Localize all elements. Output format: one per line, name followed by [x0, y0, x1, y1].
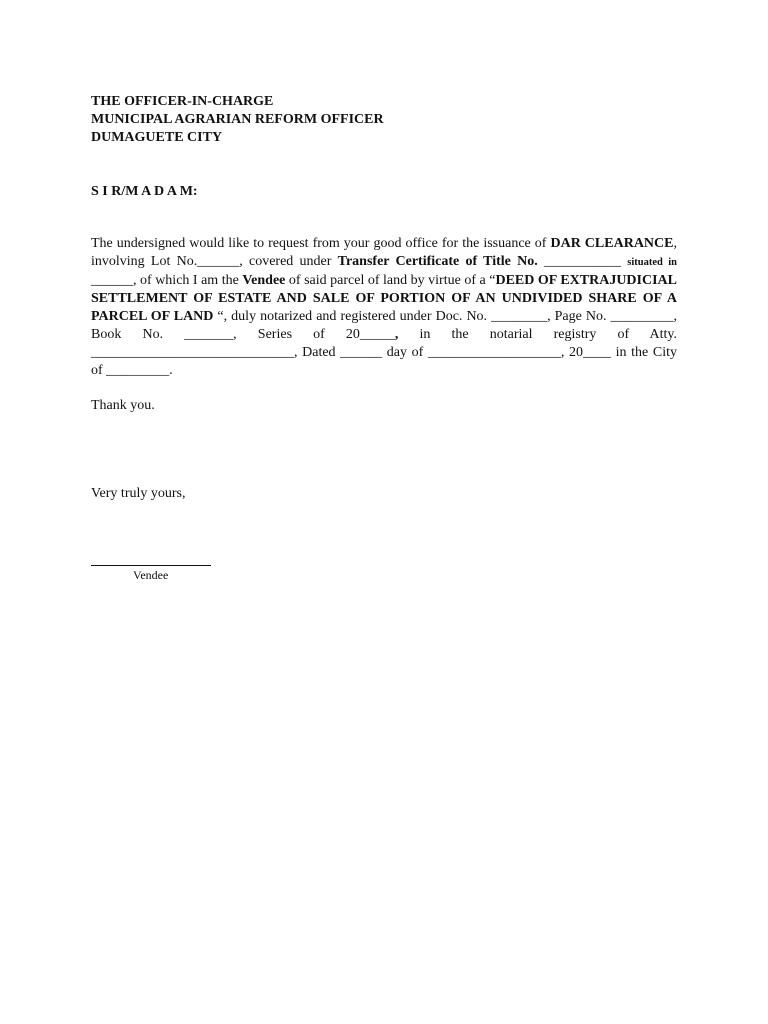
body-text-2: , involving Lot No.______, covered under — [91, 236, 677, 269]
addressee-line-2: MUNICIPAL AGRARIAN REFORM OFFICER — [91, 112, 384, 127]
body-paragraph — [91, 235, 677, 380]
vendee-text: Vendee — [242, 273, 286, 288]
signature-line — [91, 565, 211, 566]
thank-you-text: Thank you. — [91, 398, 155, 413]
addressee-block — [91, 93, 384, 147]
body-text-4: ______, of which I am the — [91, 273, 243, 288]
body-text-7: in the notarial registry of Atty. _____________________________, Dated ______ day of ___________________, 20____ in the City of _________. — [91, 327, 678, 378]
dar-clearance-text: DAR CLEARANCE — [550, 236, 674, 251]
closing-text: Very truly yours, — [91, 486, 186, 501]
deed-title-text: DEED OF EXTRAJUDICIAL SETTLEMENT OF ESTATE AND SALE OF PORTION OF AN UNDIVIDED SHARE OF A PARCEL OF LAND — [91, 273, 677, 324]
body-text-3: ___________ — [537, 254, 628, 269]
addressee-line-1: THE OFFICER-IN-CHARGE — [91, 94, 274, 109]
body-text-6: “, duly notarized and registered under Doc. No. ________, Page No. _________, Book No. _______, Series of 20_____ — [91, 309, 677, 342]
addressee-line-3: DUMAGUETE CITY — [91, 130, 223, 145]
body-text-5: of said parcel of land by virtue of a “ — [285, 273, 496, 288]
salutation: S I R/M A D A M: — [91, 184, 198, 199]
series-comma-text: , — [394, 327, 399, 342]
signature-label: Vendee — [133, 568, 169, 582]
body-text-1: The undersigned would like to request from your good office for the issuance of — [91, 236, 551, 251]
situated-in-text: situated in — [627, 257, 678, 268]
tct-text: Transfer Certificate of Title No. — [337, 254, 538, 269]
